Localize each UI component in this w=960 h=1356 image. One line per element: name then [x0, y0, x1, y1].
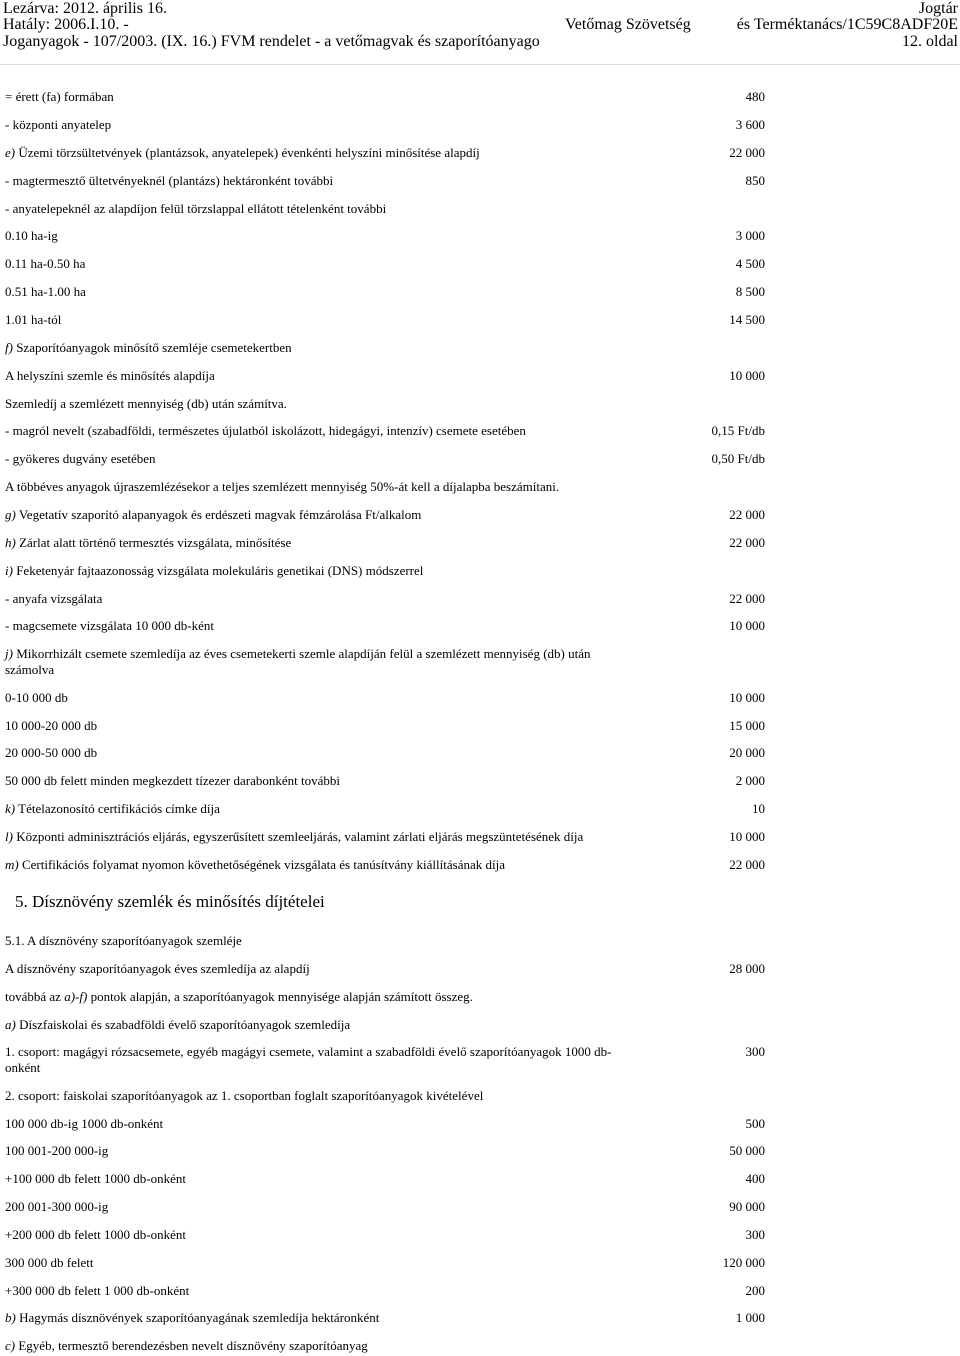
fee-label-text: Tételazonosító certifikációs címke díja [18, 801, 220, 816]
fee-label [5, 563, 423, 579]
fee-label: 2. csoport: faiskolai szaporítóanyagok az 1. csoportban foglalt szaporítóanyagok kivételével [5, 1088, 484, 1103]
fee-label: - anyafa vizsgálata [5, 591, 103, 606]
fee-label: - magcsemete vizsgálata 10 000 db-ként [5, 618, 215, 633]
fee-value: 22 000 [729, 591, 765, 606]
fee-label [5, 507, 421, 523]
fee-label-text: Vegetatív szaporító alapanyagok és erdészeti magvak fémzárolása Ft/alkalom [18, 507, 422, 522]
fee-value: 22 000 [729, 857, 765, 872]
fee-label [5, 1338, 368, 1354]
fee-label: 100 000 db-ig 1000 db-onként [5, 1116, 164, 1131]
fee-label: +100 000 db felett 1000 db-onként [5, 1171, 186, 1186]
fee-value: 28 000 [729, 961, 765, 976]
fee-label: - gyökeres dugvány esetében [5, 451, 156, 466]
fee-value: 400 [745, 1171, 765, 1186]
fee-label [5, 857, 505, 873]
page-header [0, 0, 960, 66]
fee-value: 850 [745, 173, 765, 188]
item-letter: g) [5, 507, 16, 522]
fee-value: 10 000 [729, 690, 765, 705]
fee-value: 0,50 Ft/db [711, 451, 765, 466]
fee-value: 500 [745, 1116, 765, 1131]
item-letter: e) [5, 145, 16, 160]
item-letter: k) [5, 801, 16, 816]
fee-value: 22 000 [729, 535, 765, 550]
fee-value: 3 600 [735, 117, 765, 132]
header-closed-date: Lezárva: 2012. április 16. [3, 0, 167, 17]
fee-label: +300 000 db felett 1 000 db-onként [5, 1283, 190, 1298]
fee-label-text: Egyéb, termesztő berendezésben nevelt dísznövény szaporítóanyag [18, 1338, 368, 1353]
fee-label: = érett (fa) formában [5, 89, 114, 104]
fee-label [5, 989, 473, 1005]
section-title: 5. Dísznövény szemlék és minősítés díjtételei [15, 892, 325, 911]
fee-value: 14 500 [729, 312, 765, 327]
fee-label: 100 001-200 000-ig [5, 1143, 109, 1158]
fee-label-text: Hagymás dísznövények szaporítóanyagának szemledíja hektáronként [19, 1310, 380, 1325]
fee-label-text: pontok alapján, a szaporítóanyagok mennyisége alapján számított összeg. [90, 989, 473, 1004]
fee-value: 120 000 [722, 1255, 765, 1270]
fee-label-text: Központi adminisztrációs eljárás, egyszerűsített szemleeljárás, valamint zárlati eljárás megszüntetésének díja [16, 829, 584, 844]
fee-label-text: Feketenyár fajtaazonosság vizsgálata molekuláris genetikai (DNS) módszerrel [16, 563, 424, 578]
fee-value: 90 000 [729, 1199, 765, 1214]
fee-label: - anyatelepeknél az alapdíjon felül törzslappal ellátott tételenként további [5, 201, 387, 216]
fee-label: 300 000 db felett [5, 1255, 94, 1270]
fee-value: 2 000 [735, 773, 765, 788]
item-letter: b) [5, 1310, 16, 1325]
fee-value: 10 [752, 801, 765, 816]
fee-value: 480 [745, 89, 765, 104]
fee-value: 0,15 Ft/db [711, 423, 765, 438]
fee-label: A többéves anyagok újraszemlézésekor a teljes szemlézett mennyiség 50%-át kell a díjalapba beszámítani. [5, 479, 560, 494]
fee-label-text: Üzemi törzsültetvények (plantázsok, anyatelepek) évenkénti helyszíni minősítése alapdíj [18, 145, 480, 160]
fee-label-text: továbbá az [5, 989, 61, 1004]
header-divider [0, 64, 960, 65]
fee-label [5, 340, 292, 356]
fee-label: - központi anyatelep [5, 117, 112, 132]
item-letter: i) [5, 563, 13, 578]
item-letter: c) [5, 1338, 16, 1353]
fee-label: 0-10 000 db [5, 690, 68, 705]
item-letter: h) [5, 535, 16, 550]
fee-label: +200 000 db felett 1000 db-onként [5, 1227, 186, 1242]
fee-label-text: Mikorrhizált csemete szemledíja az éves csemetekerti szemle alapdíján felül a szemlézett mennyiség (db) után számolva [5, 646, 591, 677]
fee-value: 3 000 [735, 228, 765, 243]
header-organization: Vetőmag Szövetség [565, 16, 691, 33]
header-document-id: és Terméktanács/1C59C8ADF20E [736, 16, 958, 33]
fee-label-text: Certifikációs folyamat nyomon követhetőségének vizsgálata és tanúsítvány kiállításának díja [21, 857, 505, 872]
fee-label: 5.1. A dísznövény szaporítóanyagok szemléje [5, 933, 242, 948]
header-effect-date: Hatály: 2006.I.10. - [3, 16, 129, 33]
fee-label [5, 646, 635, 678]
fee-label: 20 000-50 000 db [5, 745, 98, 760]
fee-label: A helyszíni szemle és minősítés alapdíja [5, 368, 215, 383]
fee-label-text: Zárlat alatt történő termesztés vizsgálata, minősítése [19, 535, 292, 550]
fee-label-text: Szaporítóanyagok minősítő szemléje csemetekertben [16, 340, 292, 355]
item-letter: l) [5, 829, 13, 844]
fee-label [5, 535, 291, 551]
header-document-title: Joganyagok - 107/2003. (IX. 16.) FVM rendelet - a vetőmagvak és szaporítóanyago [3, 33, 540, 50]
fee-label: 0.11 ha-0.50 ha [5, 256, 86, 271]
fee-label: 0.10 ha-ig [5, 228, 58, 243]
fee-value: 50 000 [729, 1143, 765, 1158]
fee-label: 200 001-300 000-ig [5, 1199, 109, 1214]
fee-value: 300 [745, 1227, 765, 1242]
fee-value: 20 000 [729, 745, 765, 760]
fee-value: 10 000 [729, 618, 765, 633]
fee-label: 10 000-20 000 db [5, 718, 98, 733]
item-letter: a) [5, 1017, 16, 1032]
fee-label: A dísznövény szaporítóanyagok éves szemledíja az alapdíj [5, 961, 310, 976]
fee-label-text: Díszfaiskolai és szabadföldi évelő szaporítóanyagok szemledíja [19, 1017, 351, 1032]
fee-label: 1.01 ha-tól [5, 312, 62, 327]
fee-value: 22 000 [729, 507, 765, 522]
fee-value: 15 000 [729, 718, 765, 733]
fee-label [5, 829, 583, 845]
fee-label: 1. csoport: magágyi rózsacsemete, egyéb magágyi csemete, valamint a szabadföldi évelő szaporítóanyagok 1000 db-onként [5, 1044, 612, 1075]
fee-label [5, 801, 220, 817]
fee-value: 300 [745, 1044, 765, 1059]
item-range: a)-f) [64, 989, 88, 1004]
fee-value: 4 500 [735, 256, 765, 271]
fee-label [5, 1017, 350, 1033]
item-letter: f) [5, 340, 13, 355]
header-brand: Jogtár [918, 0, 958, 17]
fee-value: 22 000 [729, 145, 765, 160]
item-letter: m) [5, 857, 19, 872]
item-letter: j) [5, 646, 13, 661]
fee-label: Szemledíj a szemlézett mennyiség (db) után számítva. [5, 396, 287, 411]
fee-label: - magról nevelt (szabadföldi, természetes újulatból iskolázott, hidegágyi, intenzív) csemete esetében [5, 423, 526, 438]
fee-value: 10 000 [729, 368, 765, 383]
fee-label [5, 1310, 379, 1326]
fee-value: 10 000 [729, 829, 765, 844]
fee-label: - magtermesztő ültetvényeknél (plantázs) hektáronként további [5, 173, 334, 188]
fee-value: 200 [745, 1283, 765, 1298]
fee-value: 1 000 [735, 1310, 765, 1325]
fee-label: 50 000 db felett minden megkezdett tízezer darabonként további [5, 773, 340, 788]
header-page-number: 12. oldal [902, 33, 958, 50]
fee-value: 8 500 [735, 284, 765, 299]
fee-label [5, 145, 480, 161]
fee-label: 0.51 ha-1.00 ha [5, 284, 86, 299]
